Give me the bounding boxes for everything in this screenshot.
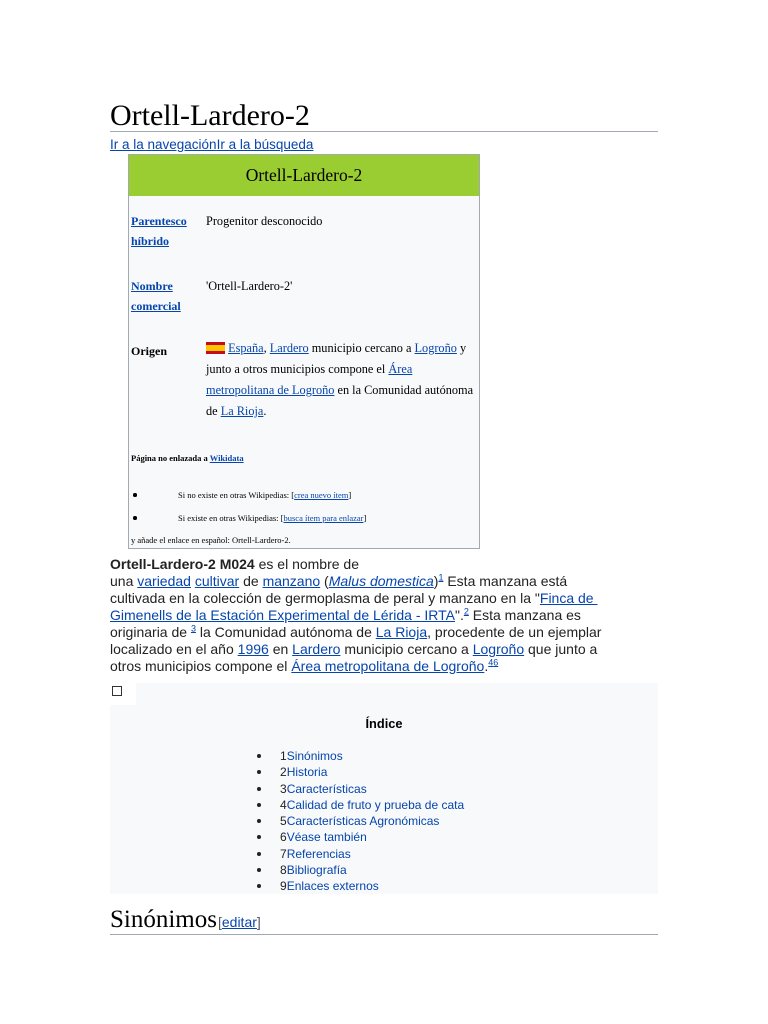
link-lardero[interactable]: Lardero xyxy=(269,341,309,355)
bullet-icon xyxy=(257,852,261,856)
value-nombre-comercial: 'Ortell-Lardero-2' xyxy=(206,279,293,293)
text-run: ". xyxy=(454,607,464,623)
toc-item-caracteristicas[interactable] xyxy=(110,781,658,797)
toc-link[interactable]: Sinónimos xyxy=(286,749,343,763)
label-nombre-comercial[interactable]: Nombre comercial xyxy=(131,279,181,313)
link-variedad[interactable]: variedad xyxy=(137,573,191,589)
wikidata-notice-item-text xyxy=(178,511,366,525)
link-gimenells-de-la-estacion-experimental-de-lerida-irta[interactable]: Gimenells de la Estación Experimental de Lérida - IRTA xyxy=(110,607,455,623)
toc-number: 1 xyxy=(280,749,287,763)
skip-links xyxy=(110,137,313,153)
bullet-icon xyxy=(257,770,261,774)
toc-title: Índice xyxy=(365,716,403,731)
link-la-rioja[interactable]: La Rioja xyxy=(375,624,428,640)
infobox-header: Ortell-Lardero-2 xyxy=(129,155,479,196)
link-manzano[interactable]: manzano xyxy=(262,573,321,589)
toc-item-calidad-de-fruto[interactable] xyxy=(110,797,658,813)
label-origen: Origen xyxy=(131,344,167,358)
item-prefix: Si existe en otras Wikipedias: [ xyxy=(178,513,284,523)
edit-bracket-close: ] xyxy=(256,914,261,930)
text-run: la Comunidad autónoma de xyxy=(195,624,376,640)
text-line xyxy=(110,641,601,658)
toc-number: 2 xyxy=(280,765,287,780)
bullet-icon xyxy=(257,884,261,888)
value-origen xyxy=(206,338,473,422)
reference-2[interactable]: 2 xyxy=(463,606,469,617)
item-suffix: ] xyxy=(348,490,352,500)
text-run: junto a otros municipios compone el xyxy=(206,362,389,376)
link-area[interactable]: Área xyxy=(388,362,413,376)
label-parentesco-hibrido[interactable]: Parentesco híbrido xyxy=(131,214,187,248)
edit-section-link[interactable]: editar xyxy=(221,914,257,930)
toc-number: 7 xyxy=(280,846,287,861)
toc-item-bibliografia[interactable] xyxy=(110,862,658,878)
skip-to-search-link[interactable]: Ir a la búsqueda xyxy=(216,137,314,152)
toc-list xyxy=(110,748,658,894)
text-run: , procedente de un ejemplar xyxy=(427,624,602,640)
reference-3[interactable]: 3 xyxy=(190,623,196,634)
item-prefix: Si no existe en otras Wikipedias: [ xyxy=(178,490,295,500)
toc-link[interactable]: Calidad de fruto y prueba de cata xyxy=(286,797,465,812)
wikidata-notice-item-text xyxy=(178,488,351,502)
toc-entry xyxy=(280,862,347,878)
text-run: y xyxy=(456,341,467,355)
skip-to-navigation-link[interactable]: Ir a la navegación xyxy=(110,137,217,152)
toc-number: 9 xyxy=(280,879,287,893)
bullet-icon xyxy=(257,787,261,791)
text-line xyxy=(206,338,473,359)
bullet-icon xyxy=(133,516,137,520)
link-espana[interactable]: España xyxy=(228,341,264,355)
toc-number: 8 xyxy=(280,862,287,877)
bullet-icon xyxy=(257,868,261,872)
text-run: una xyxy=(110,573,138,589)
edit-bracket-open: [ xyxy=(217,914,222,930)
create-new-item-link[interactable]: crea nuevo ítem xyxy=(294,490,349,500)
toc-entry xyxy=(280,846,351,862)
link-cultivar[interactable]: cultivar xyxy=(194,573,240,589)
toc-entry xyxy=(280,829,367,845)
toc-link[interactable]: Características Agronómicas xyxy=(286,814,440,828)
bullet-icon xyxy=(257,835,261,839)
bullet-icon xyxy=(257,754,261,758)
toc-item-sinonimos[interactable] xyxy=(110,748,658,764)
toc-entry xyxy=(280,748,343,764)
text-line xyxy=(110,624,601,641)
infobox xyxy=(128,154,480,549)
toc-item-vease-tambien[interactable] xyxy=(110,829,658,845)
link-logrono[interactable]: Logroño xyxy=(472,641,525,657)
text-run: Esta manzana está xyxy=(443,573,568,589)
link-logrono[interactable]: Logroño xyxy=(414,341,457,355)
bullet-icon xyxy=(133,493,137,497)
link-lardero[interactable]: Lardero xyxy=(292,641,341,657)
toc-number: 6 xyxy=(280,830,287,845)
text-run: , xyxy=(263,341,270,355)
bullet-icon xyxy=(257,819,261,823)
wikidata-notice-footer: y añade el enlace en español: Ortell-Lardero-2. xyxy=(131,535,291,545)
toc-link[interactable]: Bibliografía xyxy=(286,862,347,877)
wikidata-notice-heading xyxy=(131,451,244,465)
toc-item-caracteristicas-agronomicas[interactable] xyxy=(110,813,658,829)
section-heading-text: Sinónimos xyxy=(110,906,217,933)
toc-link[interactable]: Historia xyxy=(286,765,328,780)
text-run: ) xyxy=(433,573,439,589)
section-heading-sinonimos xyxy=(110,906,658,935)
spain-flag-icon xyxy=(206,342,225,354)
text-line xyxy=(110,607,601,624)
edit-section xyxy=(218,914,261,930)
text-line xyxy=(206,359,473,380)
wikidata-notice-text: Página no enlazada a xyxy=(131,453,210,463)
toc-entry xyxy=(280,797,464,813)
toc-entry xyxy=(280,764,327,780)
toc-link[interactable]: Referencias xyxy=(286,846,351,861)
link-metropolitana-de-logrono[interactable]: metropolitana de Logroño xyxy=(206,383,335,397)
text-run: cultivada en la colección de germoplasma de peral y manzano en la " xyxy=(110,590,540,606)
page-title: Ortell-Lardero-2 xyxy=(110,100,658,132)
text-run: originaria de xyxy=(110,624,191,640)
text-run: en xyxy=(268,641,293,657)
intro-paragraph xyxy=(110,556,601,675)
toc-link[interactable]: Características xyxy=(286,781,367,796)
toc-link[interactable]: Véase también xyxy=(286,830,367,845)
toc-item-historia[interactable] xyxy=(110,764,658,780)
toc-link[interactable]: Enlaces externos xyxy=(286,879,379,893)
reference-4[interactable]: 4 xyxy=(488,657,494,668)
search-item-to-link-link[interactable]: busca ítem para enlazar xyxy=(283,513,364,523)
text-run: de xyxy=(206,404,221,418)
text-run: ( xyxy=(320,573,329,589)
text-run: Esta manzana es xyxy=(468,607,581,623)
toc-number: 3 xyxy=(280,781,287,796)
text-line xyxy=(110,573,601,590)
text-run: es el nombre de xyxy=(254,556,360,572)
text-line xyxy=(110,658,601,675)
reference-1[interactable]: 1 xyxy=(438,572,444,583)
link-la-rioja[interactable]: La Rioja xyxy=(220,404,264,418)
toc-entry xyxy=(280,813,439,829)
link-malus-domestica[interactable]: Malus domestica xyxy=(328,573,434,589)
link-finca-de[interactable]: Finca de xyxy=(539,590,598,606)
text-run: municipio cercano a xyxy=(340,641,473,657)
wikidata-link[interactable]: Wikidata xyxy=(209,453,244,463)
text-run: otros municipios compone el xyxy=(110,658,292,674)
toc-number: 5 xyxy=(280,814,287,828)
toc-item-referencias[interactable] xyxy=(110,846,658,862)
item-suffix: ] xyxy=(363,513,367,523)
toc-item-enlaces-externos[interactable] xyxy=(110,878,658,894)
link-1996[interactable]: 1996 xyxy=(237,641,269,657)
text-run: de xyxy=(239,573,263,589)
text-line xyxy=(110,590,601,607)
reference-6[interactable]: 6 xyxy=(493,657,499,668)
value-parentesco-hibrido: Progenitor desconocido xyxy=(206,214,323,228)
link-area-metropolitana-de-logrono[interactable]: Área metropolitana de Logroño xyxy=(291,658,485,674)
wikidata-notice-item-search xyxy=(129,511,477,525)
text-run: en la Comunidad autónoma xyxy=(334,383,474,397)
text-run: . xyxy=(484,658,489,674)
text-run: que junto a xyxy=(524,641,598,657)
text-run: municipio cercano a xyxy=(308,341,415,355)
bullet-icon xyxy=(257,803,261,807)
wikidata-notice-item-create xyxy=(129,488,477,502)
text-line xyxy=(206,401,473,422)
text-run: . xyxy=(263,404,267,418)
bold-term: Ortell-Lardero-2 M024 xyxy=(110,556,255,572)
toc-entry xyxy=(280,781,367,797)
toc-entry xyxy=(280,878,379,894)
toc-number: 4 xyxy=(280,797,287,812)
text-run: localizado en el año xyxy=(110,641,238,657)
text-line xyxy=(110,556,601,573)
text-line xyxy=(206,380,473,401)
toc-toggle-checkbox[interactable] xyxy=(112,686,122,696)
